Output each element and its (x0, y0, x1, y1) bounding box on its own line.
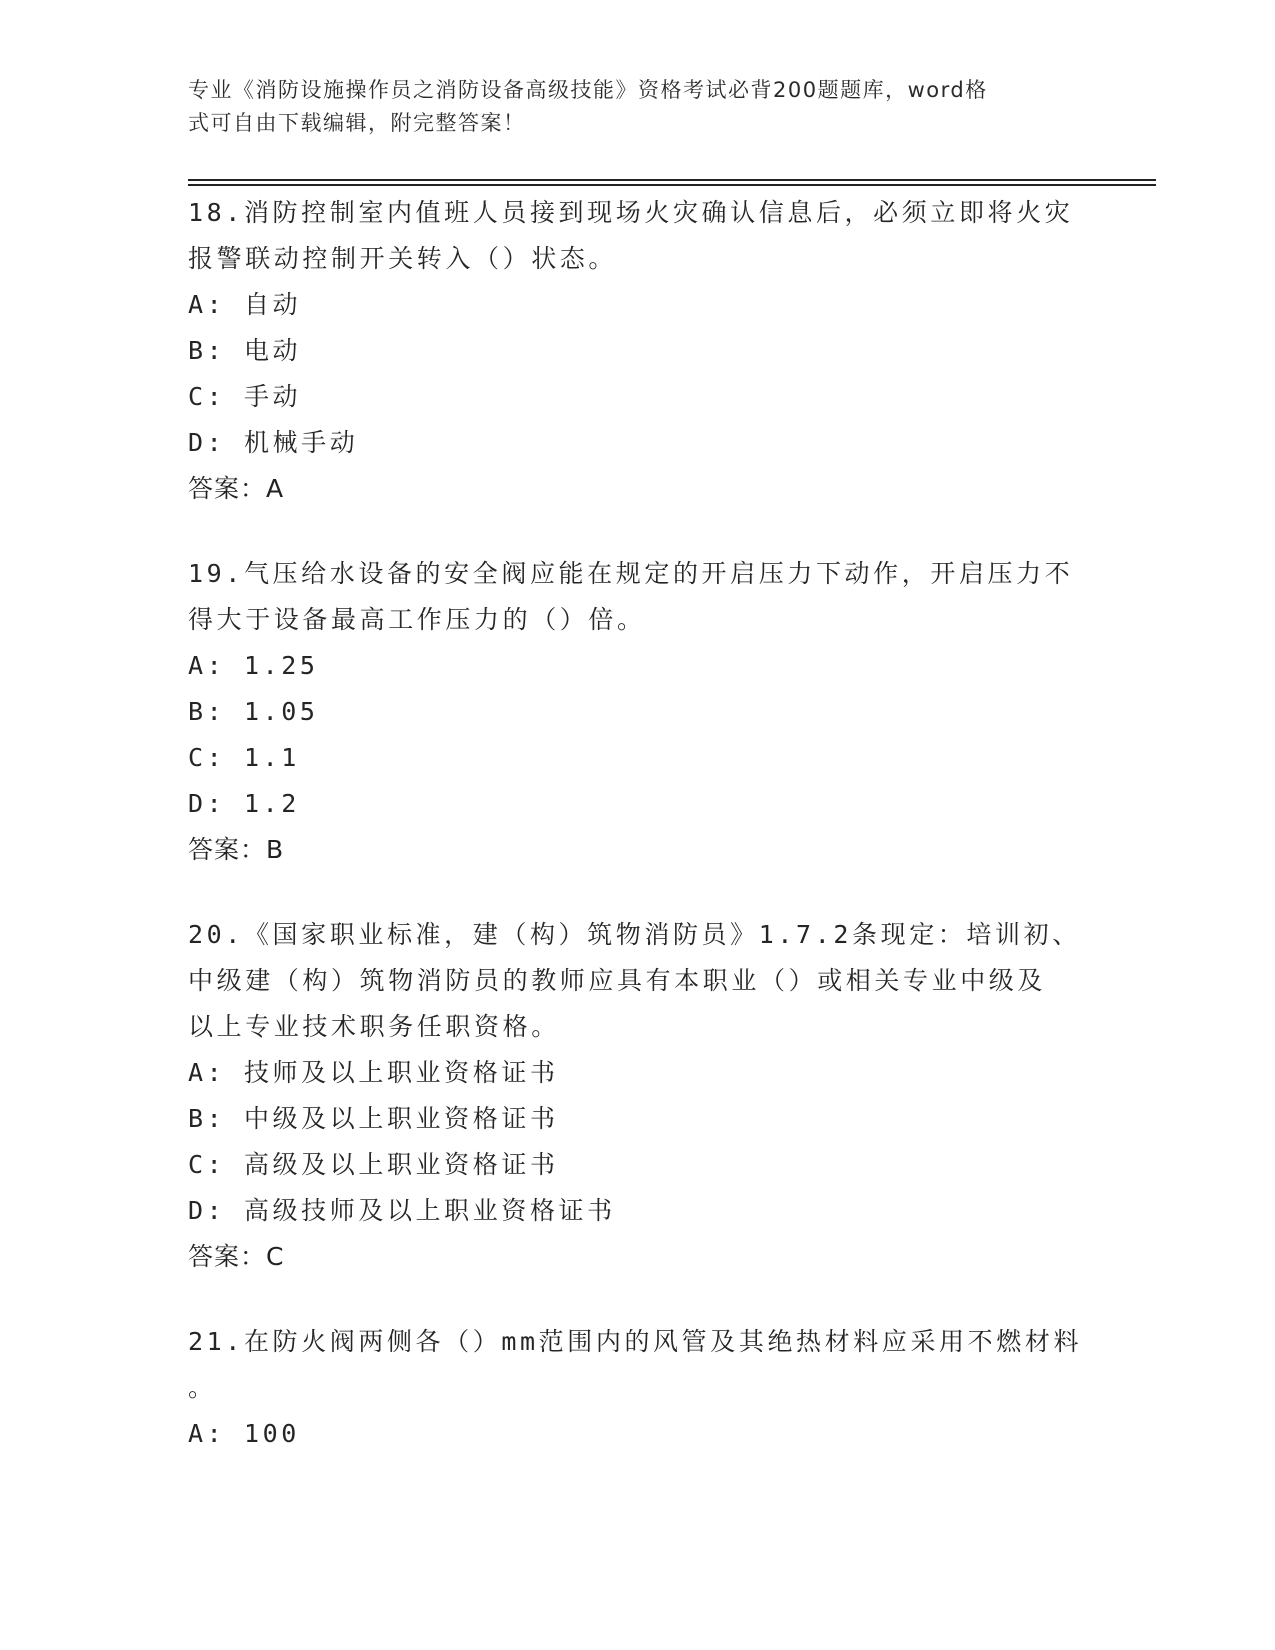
question-list (188, 190, 1148, 1496)
header-line-1: 专业《消防设施操作员之消防设备高级技能》资格考试必背200题题库，word格 (188, 78, 988, 102)
question-text-line: 中级建（构）筑物消防员的教师应具有本职业（）或相关专业中级及 (188, 966, 1047, 995)
option-d: D: 高级技师及以上职业资格证书 (188, 1196, 616, 1225)
option-a: A: 自动 (188, 290, 302, 319)
question-18 (188, 190, 1148, 512)
question-text-line: 20.《国家职业标准，建（构）筑物消防员》1.7.2条现定：培训初、 (188, 920, 1081, 949)
option-b: B: 电动 (188, 336, 302, 365)
question-text-line: 报警联动控制开关转入（）状态。 (188, 244, 618, 273)
option-d: D: 1.2 (188, 789, 300, 818)
answer-label: 答案：C (188, 1242, 285, 1271)
option-c: C: 1.1 (188, 743, 300, 772)
question-text-line: 。 (188, 1373, 217, 1402)
header-divider-bottom (188, 184, 1156, 186)
question-text-line: 19.气压给水设备的安全阀应能在规定的开启压力下动作，开启压力不 (188, 559, 1074, 588)
option-a: A: 100 (188, 1419, 300, 1448)
option-a: A: 1.25 (188, 651, 319, 680)
answer-label: 答案：A (188, 474, 285, 503)
option-a: A: 技师及以上职业资格证书 (188, 1058, 559, 1087)
document-header (188, 74, 1068, 140)
header-divider-top (188, 179, 1156, 181)
option-c: C: 手动 (188, 382, 302, 411)
question-20 (188, 912, 1148, 1280)
option-b: B: 中级及以上职业资格证书 (188, 1104, 559, 1133)
question-text-line: 得大于设备最高工作压力的（）倍。 (188, 605, 646, 634)
question-text-line: 18.消防控制室内值班人员接到现场火灾确认信息后，必须立即将火灾 (188, 198, 1074, 227)
question-21 (188, 1319, 1148, 1457)
question-text-line: 以上专业技术职务任职资格。 (188, 1012, 560, 1041)
answer-label: 答案：B (188, 835, 285, 864)
question-text-line: 21.在防火阀两侧各（）mm范围内的风管及其绝热材料应采用不燃材料 (188, 1327, 1083, 1356)
option-d: D: 机械手动 (188, 428, 359, 457)
option-b: B: 1.05 (188, 697, 319, 726)
option-c: C: 高级及以上职业资格证书 (188, 1150, 559, 1179)
header-line-2: 式可自由下载编辑，附完整答案！ (188, 111, 526, 135)
question-19 (188, 551, 1148, 873)
